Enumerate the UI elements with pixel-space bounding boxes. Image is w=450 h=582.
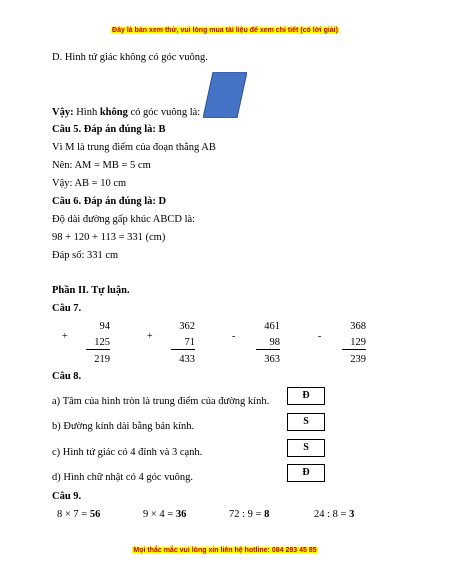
mult-expr: 8 × 7 = <box>57 509 90 520</box>
calc-operand-a: 362 <box>179 321 195 332</box>
statement-b: b) Đường kính dài bằng bán kính. <box>52 421 195 432</box>
calc-operand-b: 71 <box>184 337 195 348</box>
q6-line1: Độ dài đường gấp khúc ABCD là: <box>52 214 196 225</box>
parallelogram-figure <box>203 72 247 118</box>
answer-box-b: S <box>287 413 325 431</box>
hotline-notice: Mọi thắc mắc vui lòng xin liên hệ hotline: 084 283 45 85 <box>133 547 317 554</box>
mult-result: 36 <box>175 509 187 520</box>
calc-operator: - <box>318 331 322 342</box>
conclusion-end: có góc vuông là: <box>130 107 201 118</box>
calc-operand-b: 125 <box>94 337 110 348</box>
q5-title: Câu 5. Đáp án đúng là: B <box>52 124 166 135</box>
calc-operator: + <box>62 331 68 342</box>
conclusion-prefix: Vậy: <box>52 107 74 118</box>
q6-title: Câu 6. Đáp án đúng là: D <box>52 196 167 207</box>
option-d: D. Hình tứ giác không có góc vuông. <box>52 52 208 63</box>
q5-line2: Nên: AM = MB = 5 cm <box>52 160 151 171</box>
conclusion-mid: Hình <box>76 107 98 118</box>
mult-expr: 9 × 4 = <box>143 509 176 520</box>
mult-result: 8 <box>264 509 270 520</box>
mult-result: 56 <box>89 509 101 520</box>
mult-expr: 24 : 8 = <box>314 509 350 520</box>
mult-expr: 72 : 9 = <box>229 509 265 520</box>
mult-result: 3 <box>349 509 355 520</box>
calc-rule <box>342 349 366 350</box>
answer-box-d: Đ <box>287 464 325 482</box>
calc-rule <box>86 349 110 350</box>
calc-result: 239 <box>350 354 366 365</box>
q7-title: Câu 7. <box>52 303 82 314</box>
calc-operand-b: 129 <box>350 337 366 348</box>
calc-operator: + <box>147 331 153 342</box>
q6-line2: 98 + 120 + 113 = 331 (cm) <box>52 232 166 243</box>
calc-operand-a: 94 <box>99 321 110 332</box>
q5-line3: Vậy: AB = 10 cm <box>52 178 127 189</box>
statement-c: c) Hình tứ giác có 4 đỉnh và 3 cạnh. <box>52 447 203 458</box>
part2-title: Phần II. Tự luận. <box>52 285 130 296</box>
calc-operator: - <box>232 331 236 342</box>
statement-d: d) Hình chữ nhật có 4 góc vuông. <box>52 472 193 483</box>
conclusion-line <box>52 107 200 118</box>
preview-notice: Đây là bản xem thử, vui lòng mua tài liệu để xem chi tiết (có lời giải) <box>112 27 338 34</box>
q6-line3: Đáp số: 331 cm <box>52 250 119 261</box>
mult-4 <box>314 509 354 520</box>
conclusion-bold: không <box>99 107 128 118</box>
q8-title: Câu 8. <box>52 371 82 382</box>
answer-box-c: S <box>287 439 325 457</box>
statement-a: a) Tâm của hình tròn là trung điểm của đường kính. <box>52 396 270 407</box>
mult-2 <box>143 509 186 520</box>
calc-rule <box>256 349 280 350</box>
calc-rule <box>171 349 195 350</box>
mult-3 <box>229 509 269 520</box>
calc-operand-a: 368 <box>350 321 366 332</box>
q5-line1: Vì M là trung điểm của đoạn thẳng AB <box>52 142 216 153</box>
calc-result: 219 <box>94 354 110 365</box>
calc-operand-a: 461 <box>264 321 280 332</box>
calc-result: 363 <box>264 354 280 365</box>
calc-result: 433 <box>179 354 195 365</box>
answer-box-a: Đ <box>287 387 325 405</box>
mult-1 <box>57 509 100 520</box>
calc-operand-b: 98 <box>269 337 280 348</box>
q9-title: Câu 9. <box>52 491 82 502</box>
